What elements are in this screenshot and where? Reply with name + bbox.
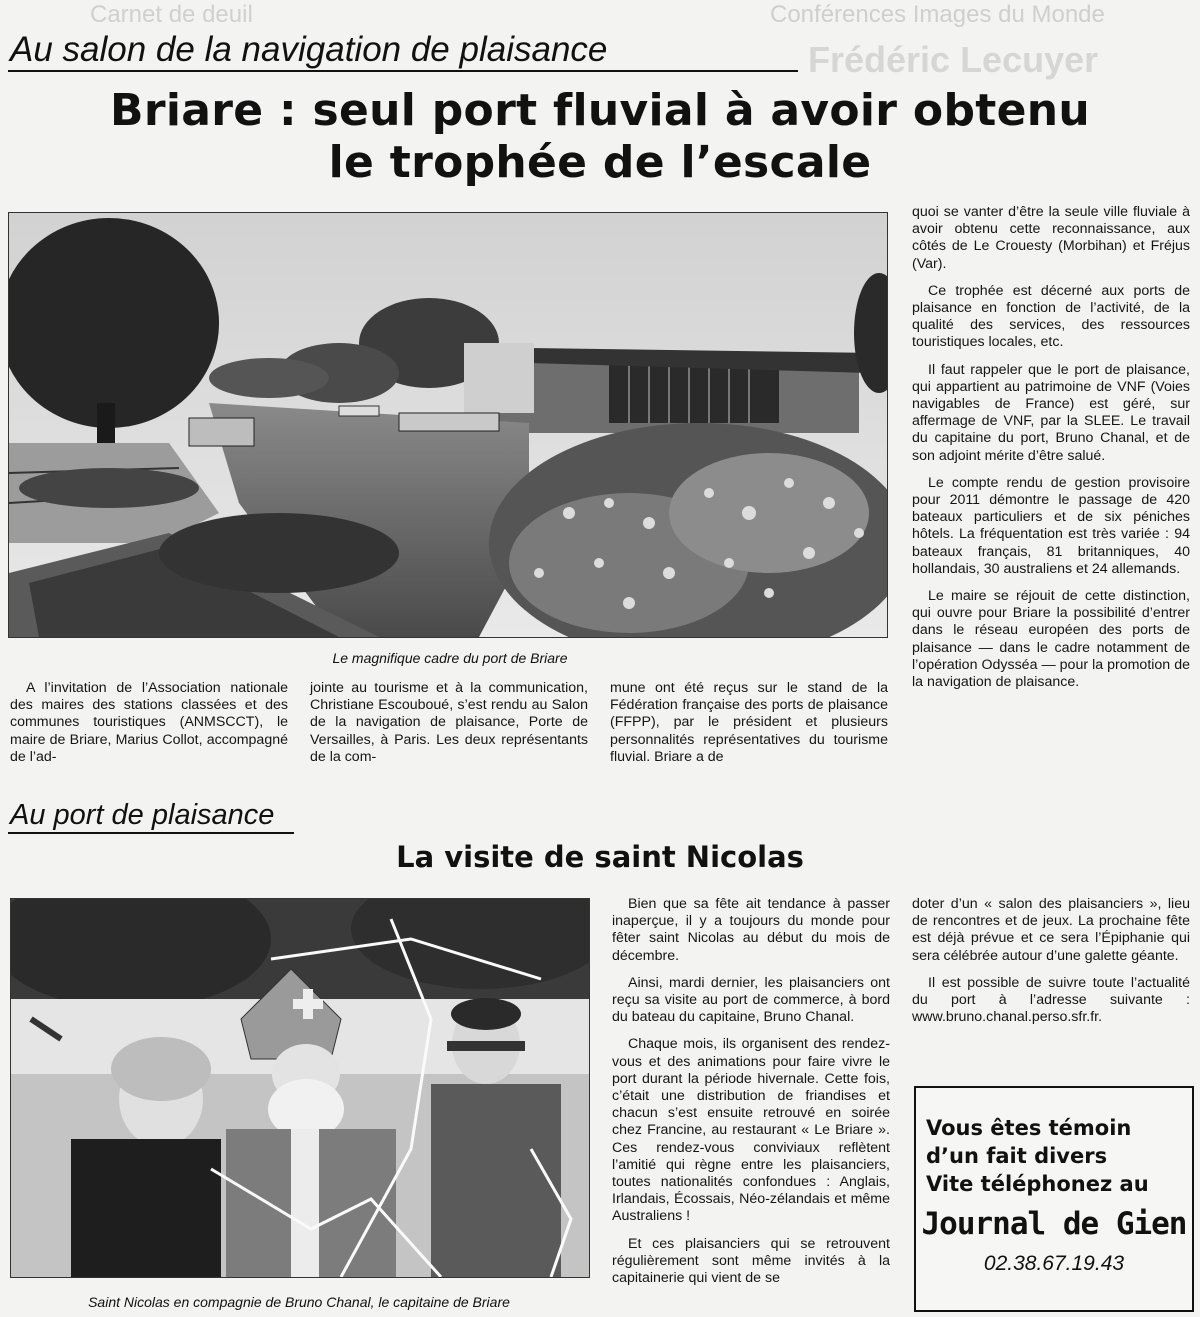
saint-nicolas-caption: Saint Nicolas en compagnie de Bruno Chanal, le capitaine de Briare [88,1294,510,1310]
article1-right-p4: Le compte rendu de gestion provisoire pour 2011 démontre le passage de 420 bateaux particuliers et de six péniches hôtels. La fréquentation est très variée : 94 bateaux français, 81 britanniques, 40 hollandais, 30 australiens et 24 allemands. [912,474,1190,577]
ad-line-3: Vite téléphonez au [926,1172,1149,1196]
article1-headline-line2: le trophée de l’escale [328,137,872,188]
port-photo-caption: Le magnifique cadre du port de Briare [332,650,568,666]
article1-col3 [610,680,888,776]
journal-de-gien-ad [914,1086,1194,1312]
ad-line-2: d’un fait divers [926,1144,1108,1168]
article1-kicker-rule [8,70,798,72]
port-photo [8,212,888,638]
article1-right-p1: quoi se vanter d’être la seule ville fluviale à avoir obtenu cette reconnaissance, aux côtés de Le Crouesty (Morbihan) et Fréjus (Var). [912,204,1190,272]
article2-right-col [912,896,1190,1036]
article1-right-p2: Ce trophée est décerné aux ports de plaisance en fonction de l’activité, de la qualité des services, des ressources touristiques locales, etc. [912,282,1190,351]
article2-right-p1: doter d’un « salon des plaisanciers », lieu de rencontres et de jeux. La prochaine fête est déjà prévue et ce sera l’Épiphanie qui sera célébrée autour d’une galette géante. [912,896,1190,964]
article2-right-p2: Il est possible de suivre toute l’actualité du port à l’adresse suivante : www.bruno.chanal.perso.sfr.fr. [912,974,1190,1026]
bleed-right-name: Frédéric Lecuyer [808,40,1099,80]
article1-right-col [912,204,1190,701]
article1-col2 [310,680,588,776]
article1-right-p3: Il faut rappeler que le port de plaisance, qui appartient au patrimoine de VNF (Voies navigables de France) est géré, sur affermage de VNF, par la SLEE. Le travail du capitaine du port, Bruno Chanal, et de son adjoint mérite d’être salué. [912,361,1190,464]
article2-mid-p3: Chaque mois, ils organisent des rendez-vous et des animations pour faire vivre le port durant la période hivernale. Cette fois, c’était une distribution de friandises et chacun s’est ensuite retrouvé en soirée chez Francine, au restaurant « Le Briare ». Ces rendez-vous conviviaux reflètent l’amitié qui règne entre les plaisanciers, toutes nationalités confondues : Anglais, Irlandais, Écossais, Néo-zélandais et même Australiens ! [612,1036,890,1225]
article2-mid-p2: Ainsi, mardi dernier, les plaisanciers ont reçu sa visite au port de commerce, à bord du bateau du capitaine, Bruno Chanal. [612,974,890,1026]
article2-mid-p4: Et ces plaisanciers qui se retrouvent régulièrement sont même invités à la capitainerie qui vient de se [612,1235,890,1287]
article1-col2-text: jointe au tourisme et à la communication, Christiane Escouboué, s’est rendu au Salon de la navigation de plaisance, Porte de Versailles, à Paris. Les deux représentants de la com- [310,680,588,765]
bleed-top-right: Conférences Images du Monde [770,2,1105,28]
article1-right-p5: Le maire se réjouit de cette distinction, qui ouvre pour Briare la possibilité d’entrer dans le réseau européen des ports de plaisance — dans le cadre notamment de l’opération Odysséa — pour la promotion de la navigation de plaisance. [912,588,1190,691]
article1-col3-text: mune ont été reçus sur le stand de la Fédération française des ports de plaisance (FFPP), par le président et plusieurs personnalités représentatives du tourisme fluvial. Briare a de [610,680,888,765]
article2-mid-p1: Bien que sa fête ait tendance à passer inaperçue, il y a toujours du monde pour fêter saint Nicolas au début du mois de décembre. [612,896,890,964]
article1-col1 [10,680,288,776]
article1-col1-text: A l’invitation de l’Association nationale des maires des stations classées et des communes touristiques (ANMSCCT), le maire de Briare, Marius Collot, accompagné de l’ad- [10,680,288,765]
ad-line-1: Vous êtes témoin [926,1116,1132,1140]
ad-phone: 02.38.67.19.43 [983,1252,1125,1275]
article1-kicker: Au salon de la navigation de plaisance [10,30,608,69]
article2-headline: La visite de saint Nicolas [396,840,804,874]
ad-brand: Journal de Gien [921,1206,1187,1242]
article2-kicker: Au port de plaisance [10,799,275,831]
article2-kicker-rule [8,832,294,834]
bleed-top-left: Carnet de deuil [90,2,253,28]
article1-headline-line1: Briare : seul port fluvial à avoir obtenu [110,85,1090,136]
saint-nicolas-photo [10,898,590,1278]
article2-mid-col [612,896,890,1297]
